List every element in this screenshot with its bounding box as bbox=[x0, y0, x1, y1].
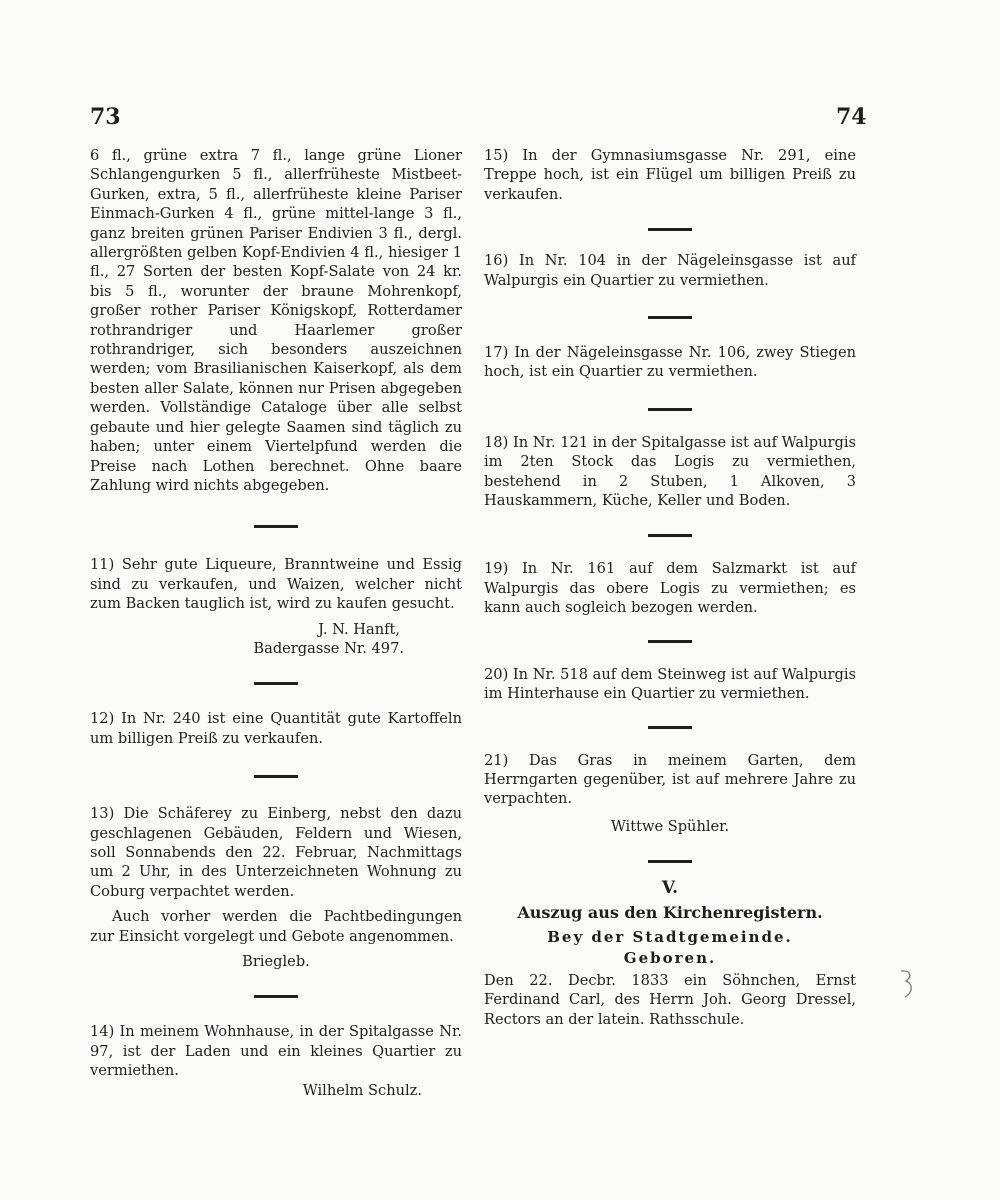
section-subtitle-born: Geboren. bbox=[623, 949, 717, 968]
notice-18: 18) In Nr. 121 in der Spitalgasse ist auf Walpurgis im 2ten Stock das Logis zu vermiethen, bestehend in 2 Stuben, 1 Alkoven, 3 Hauskammern, Küche, Keller und Boden. bbox=[484, 433, 856, 510]
notice-17: 17) In der Nägeleinsgasse Nr. 106, zwey Stiegen hoch, ist ein Quartier zu vermiethen. bbox=[484, 344, 856, 381]
notice-21: 21) Das Gras in meinem Garten, dem Herrngarten gegenüber, ist auf mehrere Jahre zu verpachten. bbox=[484, 751, 856, 808]
section-subtitle-parish: Bey der Stadtgemeinde. bbox=[547, 927, 793, 946]
notice-10-continuation: 6 fl., grüne extra 7 fl., lange grüne Lioner Schlangengurken 5 fl., allerfrüheste Mistbeet-Gurken, extra, 5 fl., allerfrüheste kleine Pariser Einmach-Gurken 4 fl., grüne mittel-lange 3 fl., ganz breiten grünen Pariser Endivien 3 fl., dergl. allergrößten gelben Kopf-Endivien 4 fl., hiesiger 1 fl., 27 Sorten der besten Kopf-Salate von 24 kr. bis 5 fl., worunter der braune Mohrenkopf, großer rother Pariser Königskopf, Rotterdamer rothrandriger und Haarlemer großer rothrandriger, sich besonders auszeichnen werden; vom Brasilianischen Kaiserkopf, als dem besten aller Salate, können nur Prisen abgegeben werden. Vollständige Cataloge über alle selbst gebaute und hier gelegte Saamen sind täglich zu haben; unter einem Viertelpfund werden die Preise nach Lothen berechnet. Ohne baare Zahlung wird nichts abgegeben. bbox=[90, 147, 462, 494]
notice-13-continuation: Auch vorher werden die Pachtbedingungen zur Einsicht vorgelegt und Gebote angenommen. bbox=[90, 908, 462, 945]
left-column bbox=[90, 146, 462, 1100]
pencil-mark-icon bbox=[898, 968, 918, 1000]
notice-21-signature: Wittwe Spühler. bbox=[610, 817, 730, 835]
notice-12: 12) In Nr. 240 ist eine Quantität gute Kartoffeln um billigen Preiß zu verkaufen. bbox=[90, 710, 462, 747]
page-number-right: 74 bbox=[836, 104, 867, 130]
section-title: Auszug aus den Kirchenregistern. bbox=[517, 902, 823, 922]
notice-14: 14) In meinem Wohnhause, in der Spitalgasse Nr. 97, ist der Laden und ein kleines Quartier zu vermiethen. bbox=[90, 1023, 462, 1080]
page-number-left: 73 bbox=[90, 104, 121, 130]
notice-20: 20) In Nr. 518 auf dem Steinweg ist auf Walpurgis im Hinterhause ein Quartier zu vermiethen. bbox=[484, 665, 857, 703]
notice-19: 19) In Nr. 161 auf dem Salzmarkt ist auf Walpurgis das obere Logis zu vermiethen; es kann auch sogleich bezogen werden. bbox=[484, 560, 856, 617]
notice-14-signature: Wilhelm Schulz. bbox=[302, 1081, 422, 1099]
notice-13-signature: Brieglеb. bbox=[242, 953, 310, 970]
section-number: V. bbox=[661, 878, 679, 899]
notice-15: 15) In der Gymnasiumsgasse Nr. 291, eine Treppe hoch, ist ein Flügel um billigen Preiß zu verkaufen. bbox=[484, 147, 856, 203]
notice-13: 13) Die Schäferey zu Einberg, nebst den dazu geschlagenen Gebäuden, Feldern und Wiesen, soll Sonnabends den 22. Februar, Nachmittags um 2 Uhr, in des Unterzeichneten Wohnung zu Coburg verpachtet werden. bbox=[90, 805, 462, 900]
birth-record: Den 22. Decbr. 1833 ein Söhnchen, Ernst Ferdinand Carl, des Herrn Joh. Georg Dressel, Rectors an der latein. Rathsschule. bbox=[484, 971, 856, 1028]
right-column bbox=[484, 146, 856, 1029]
notice-11-signature-address: Badergasse Nr. 497. bbox=[253, 639, 404, 657]
notice-11: 11) Sehr gute Liqueure, Branntweine und Essig sind zu verkaufen, und Waizen, welcher nicht zum Backen tauglich ist, wird zu kaufen gesucht. bbox=[90, 556, 462, 613]
notice-11-signature-name: J. N. Hanft, bbox=[318, 620, 400, 638]
notice-16: 16) In Nr. 104 in der Nägeleinsgasse ist auf Walpurgis ein Quartier zu vermiethen. bbox=[484, 252, 856, 289]
